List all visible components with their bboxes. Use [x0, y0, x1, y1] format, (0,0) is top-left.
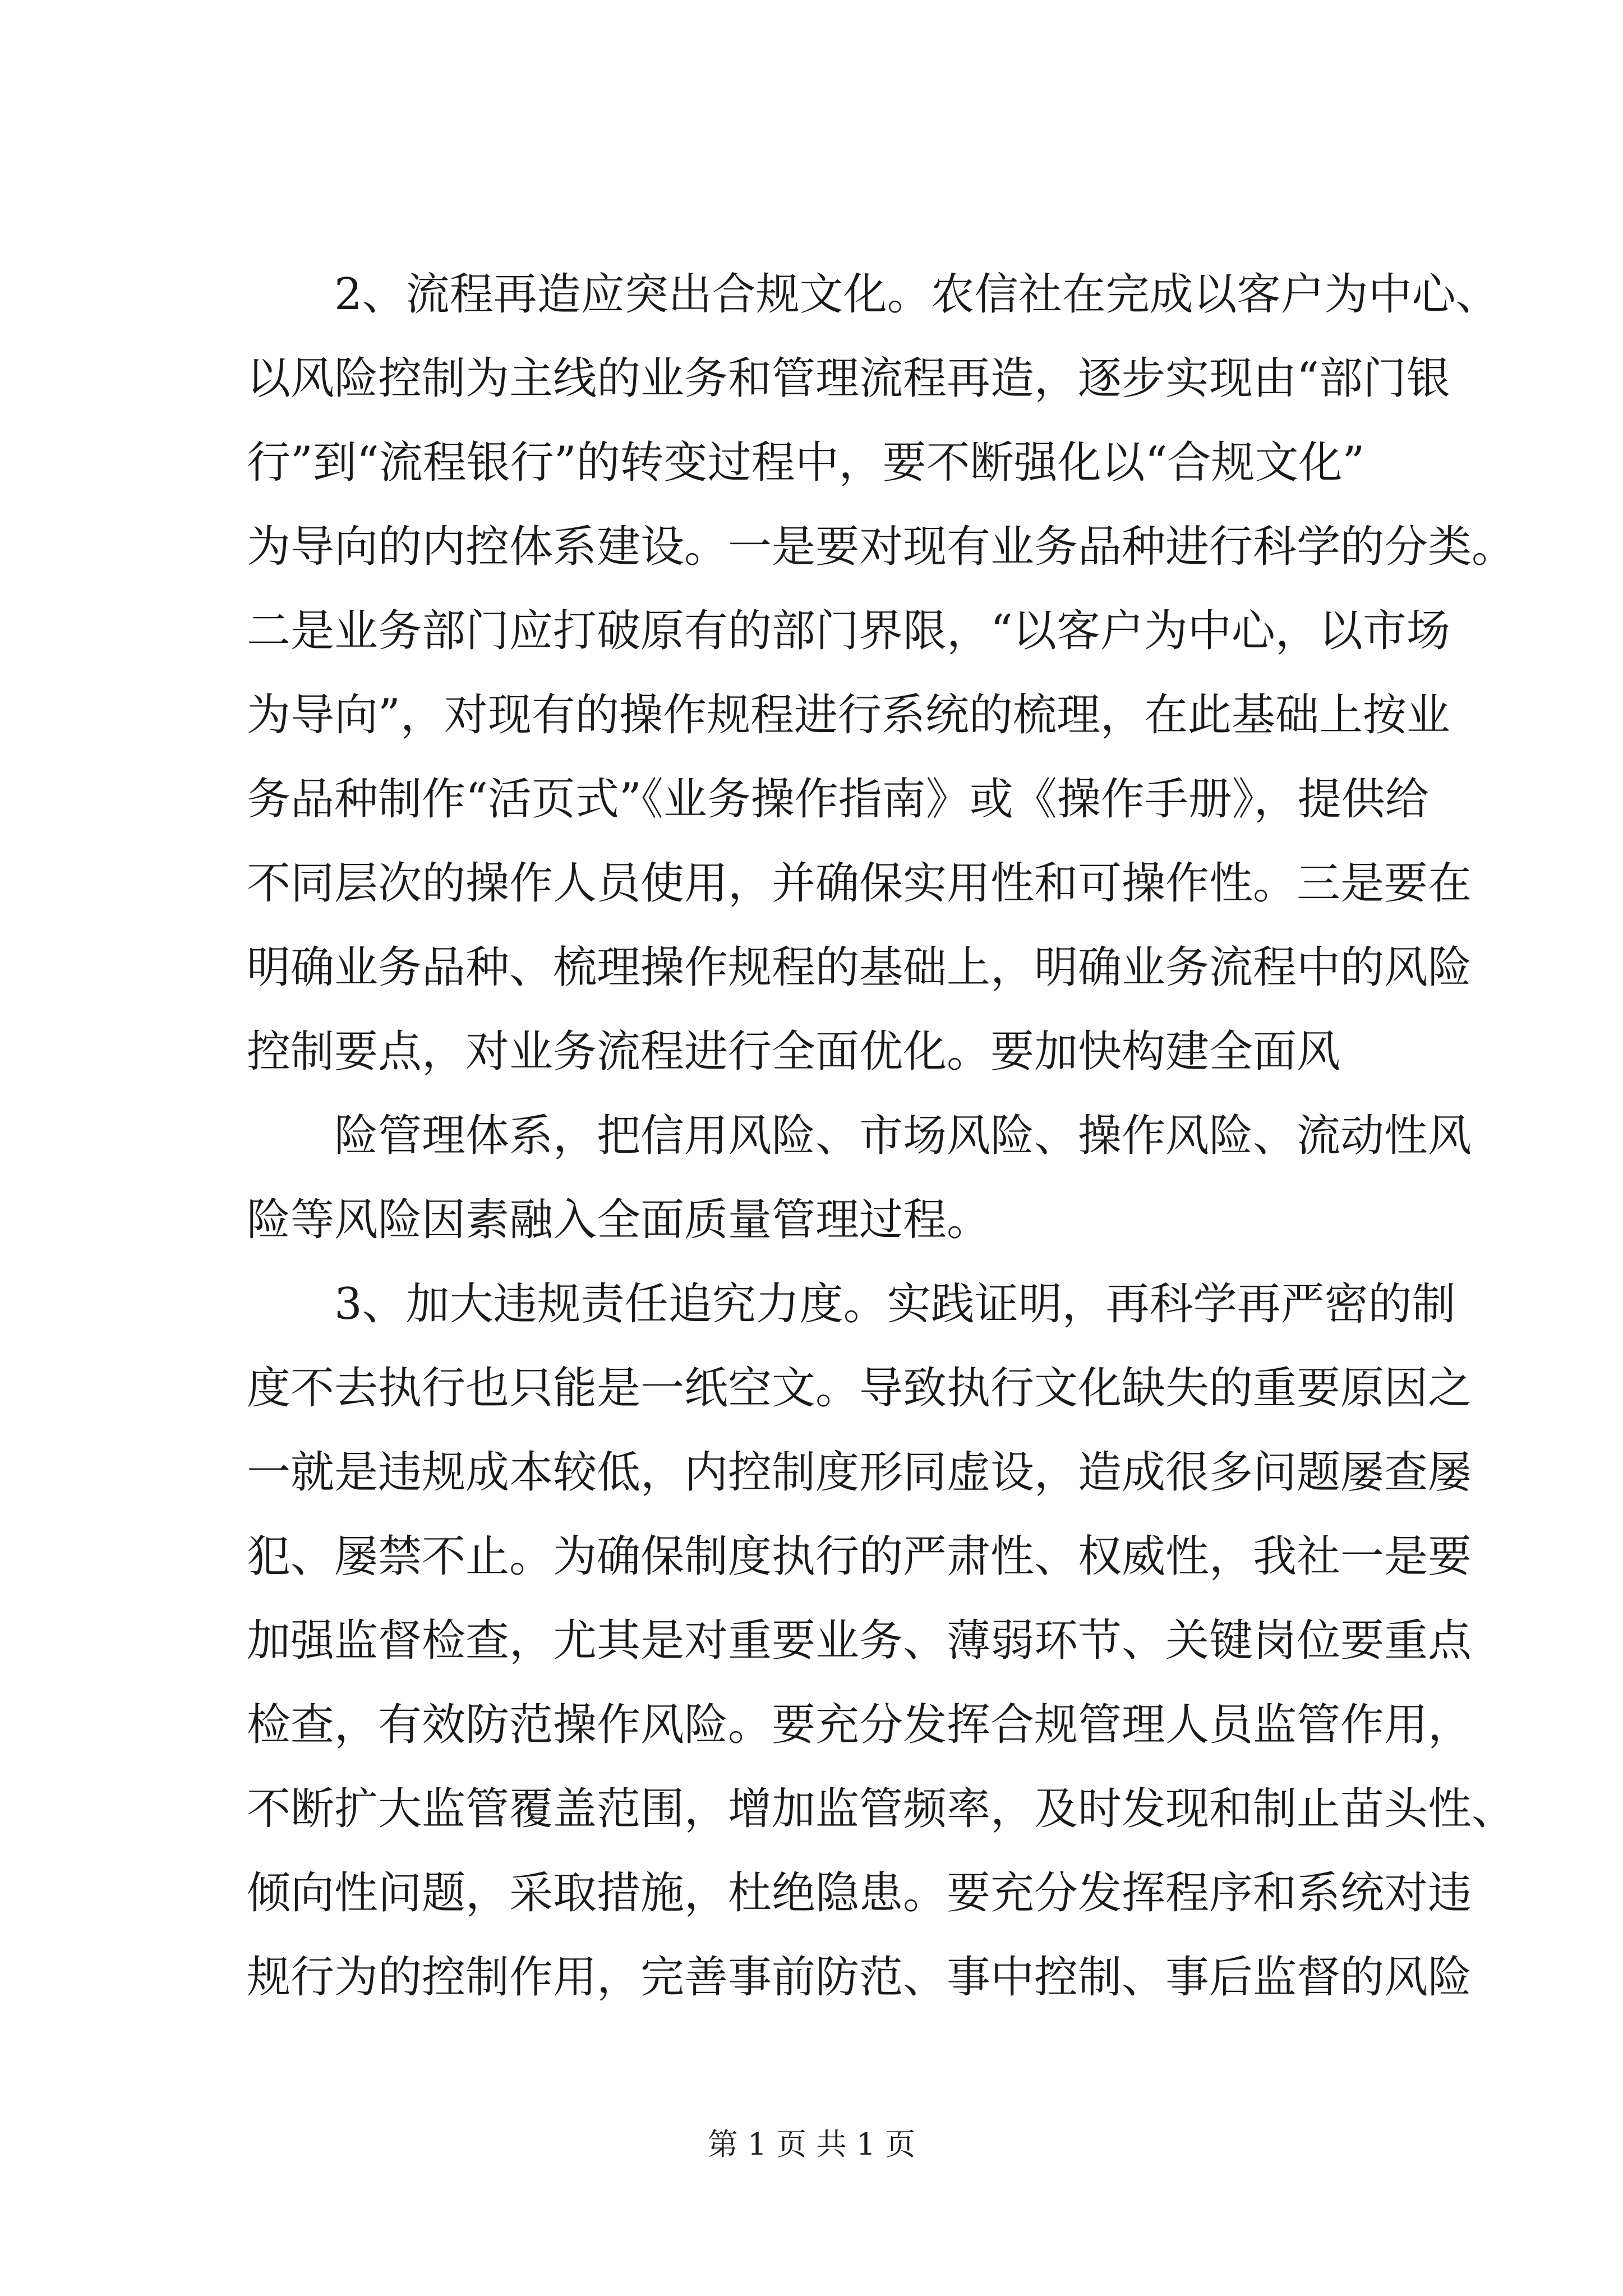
text-line: 险管理体系，把信用风险、市场风险、操作风险、流动性风 [247, 1111, 1472, 1161]
text-line: 规行为的控制作用，完善事前防范、事中控制、事后监督的风险 [247, 1952, 1472, 2003]
page-number-footer: 第 1 页 共 1 页 [707, 2127, 916, 2162]
text-line: 加强监督检查，尤其是对重要业务、薄弱环节、关键岗位要重点 [247, 1616, 1472, 1666]
text-line: 二是业务部门应打破原有的部门界限，“以客户为中心，以市场 [247, 606, 1450, 656]
text-line: 一就是违规成本较低，内控制度形同虚设，造成很多问题屡查屡 [247, 1447, 1472, 1498]
text-line: 不断扩大监管覆盖范围，增加监管频率，及时发现和制止苗头性、 [247, 1784, 1516, 1834]
text-line: 以风险控制为主线的业务和管理流程再造，逐步实现由“部门银 [247, 353, 1450, 404]
text-line: 犯、屡禁不止。为确保制度执行的严肃性、权威性，我社一是要 [247, 1531, 1472, 1582]
text-line: 险等风险因素融入全面质量管理过程。 [247, 1195, 991, 1245]
text-line: 3、加大违规责任追究力度。实践证明，再科学再严密的制 [247, 1279, 1456, 1329]
document-body [247, 252, 1516, 2019]
text-line: 行”到“流程银行”的转变过程中，要不断强化以“合规文化” [247, 438, 1365, 488]
text-line: 控制要点，对业务流程进行全面优化。要加快构建全面风 [247, 1027, 1341, 1077]
text-line: 2、流程再造应突出合规文化。农信社在完成以客户为中心、 [247, 269, 1500, 320]
text-line: 检查，有效防范操作风险。要充分发挥合规管理人员监管作用， [247, 1700, 1472, 1750]
text-line: 务品种制作“活页式”《业务操作指南》或《操作手册》，提供给 [247, 774, 1429, 825]
text-line: 明确业务品种、梳理操作规程的基础上，明确业务流程中的风险 [247, 942, 1472, 993]
text-line: 为导向”，对现有的操作规程进行系统的梳理，在此基础上按业 [247, 690, 1450, 740]
text-line: 倾向性问题，采取措施，杜绝隐患。要充分发挥程序和系统对违 [247, 1868, 1472, 1918]
text-line: 度不去执行也只能是一纸空文。导致执行文化缺失的重要原因之 [247, 1363, 1472, 1414]
text-line: 不同层次的操作人员使用，并确保实用性和可操作性。三是要在 [247, 858, 1472, 909]
text-line: 为导向的内控体系建设。一是要对现有业务品种进行科学的分类。 [247, 522, 1516, 572]
